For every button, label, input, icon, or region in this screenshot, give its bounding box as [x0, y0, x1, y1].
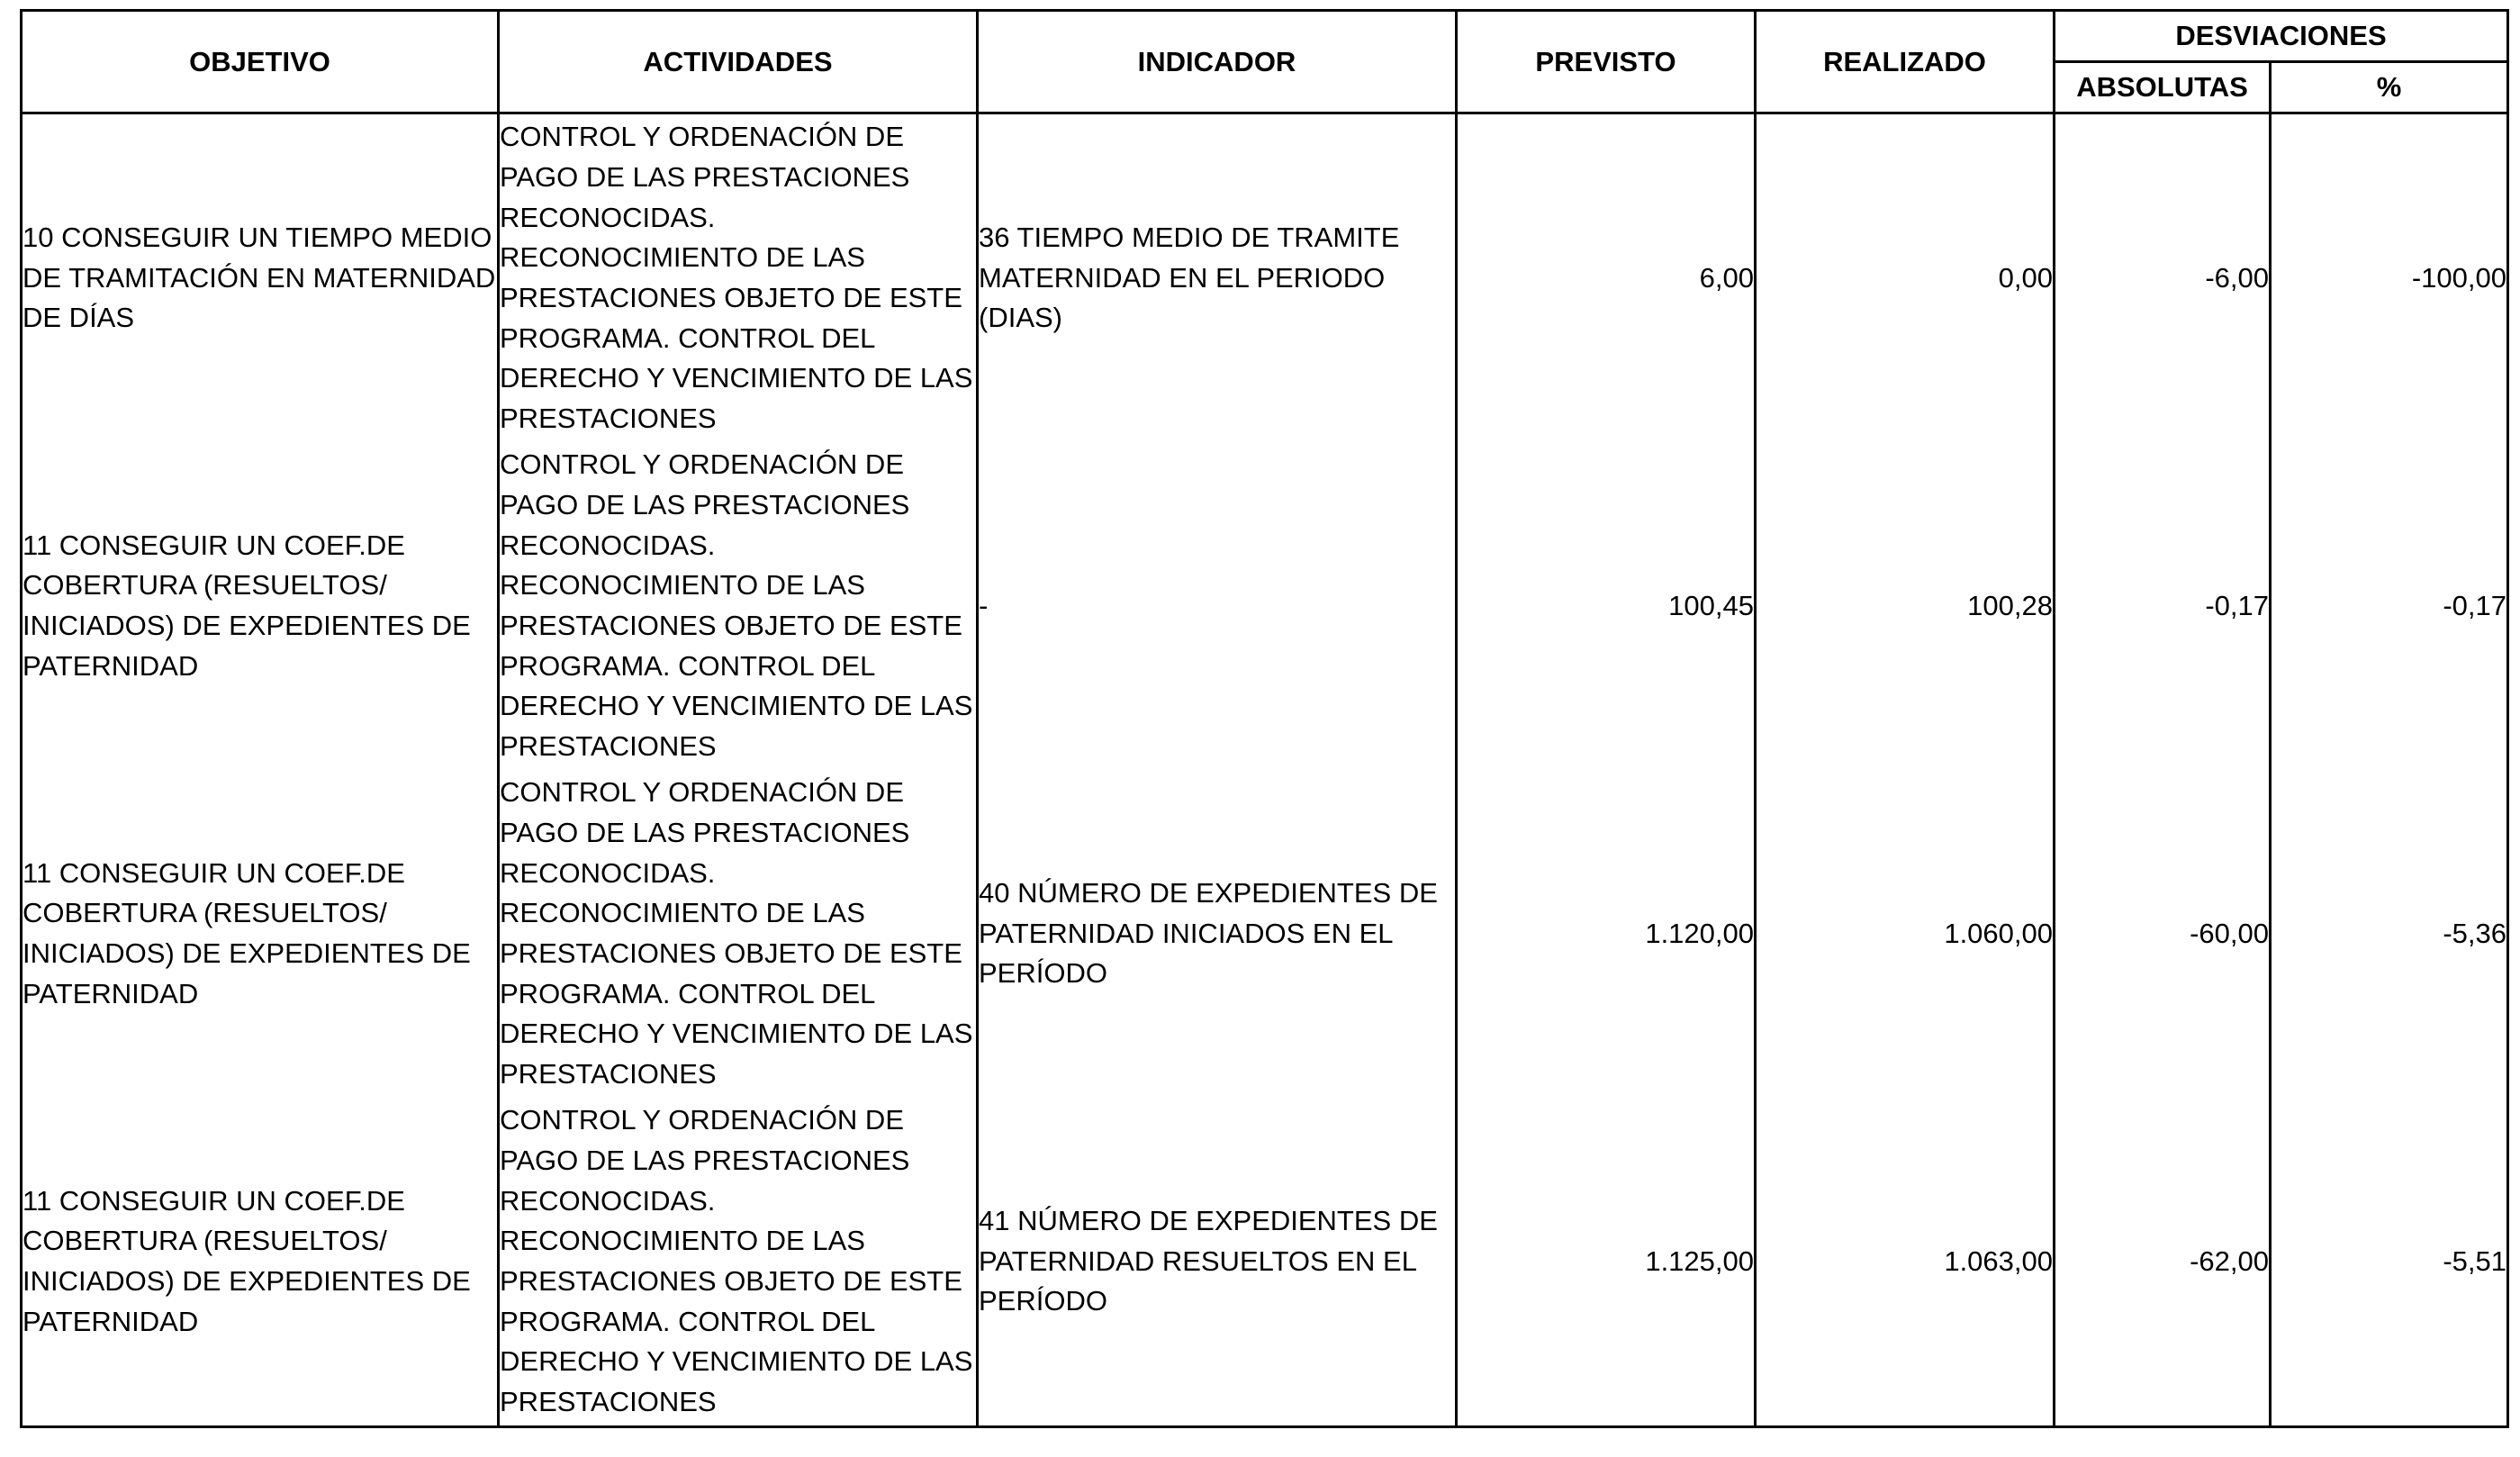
realizado-cell: 1.060,00: [1756, 770, 2055, 1098]
porcentaje-cell: -0,17: [2271, 442, 2508, 770]
absolutas-cell: -62,00: [2055, 1098, 2271, 1427]
actividades-cell: CONTROL Y ORDENACIÓN DE PAGO DE LAS PRESTACIONES RECONOCIDAS. RECONOCIMIENTO DE LAS PRESTACIONES OBJETO DE ESTE PROGRAMA. CONTROL DEL DERECHO Y VENCIMIENTO DE LAS PRESTACIONES: [499, 1098, 978, 1427]
objetivo-cell: 11 CONSEGUIR UN COEF.DE COBERTURA (RESUELTOS/ INICIADOS) DE EXPEDIENTES DE PATERNIDAD: [22, 770, 499, 1098]
header-indicador: INDICADOR: [978, 11, 1457, 113]
realizado-cell: 0,00: [1756, 113, 2055, 443]
header-porcentaje: %: [2271, 62, 2508, 113]
indicador-cell: 36 TIEMPO MEDIO DE TRAMITE MATERNIDAD EN EL PERIODO (DIAS): [978, 113, 1457, 443]
actividades-cell: CONTROL Y ORDENACIÓN DE PAGO DE LAS PRESTACIONES RECONOCIDAS. RECONOCIMIENTO DE LAS PRESTACIONES OBJETO DE ESTE PROGRAMA. CONTROL DEL DERECHO Y VENCIMIENTO DE LAS PRESTACIONES: [499, 113, 978, 443]
table-row: [22, 113, 2508, 443]
header-desviaciones: DESVIACIONES: [2055, 11, 2508, 62]
absolutas-cell: -60,00: [2055, 770, 2271, 1098]
objetivo-cell: 11 CONSEGUIR UN COEF.DE COBERTURA (RESUELTOS/ INICIADOS) DE EXPEDIENTES DE PATERNIDAD: [22, 442, 499, 770]
objetivo-cell: 11 CONSEGUIR UN COEF.DE COBERTURA (RESUELTOS/ INICIADOS) DE EXPEDIENTES DE PATERNIDAD: [22, 1098, 499, 1427]
actividades-cell: CONTROL Y ORDENACIÓN DE PAGO DE LAS PRESTACIONES RECONOCIDAS. RECONOCIMIENTO DE LAS PRESTACIONES OBJETO DE ESTE PROGRAMA. CONTROL DEL DERECHO Y VENCIMIENTO DE LAS PRESTACIONES: [499, 442, 978, 770]
previsto-cell: 1.125,00: [1457, 1098, 1756, 1427]
porcentaje-cell: -5,36: [2271, 770, 2508, 1098]
header-realizado: REALIZADO: [1756, 11, 2055, 113]
table-row: [22, 770, 2508, 1098]
header-absolutas: ABSOLUTAS: [2055, 62, 2271, 113]
porcentaje-cell: -5,51: [2271, 1098, 2508, 1427]
realizado-cell: 100,28: [1756, 442, 2055, 770]
objetivo-cell: 10 CONSEGUIR UN TIEMPO MEDIO DE TRAMITACIÓN EN MATERNIDAD DE DÍAS: [22, 113, 499, 443]
table-row: [22, 442, 2508, 770]
table-row: [22, 1098, 2508, 1427]
header-objetivo: OBJETIVO: [22, 11, 499, 113]
previsto-cell: 6,00: [1457, 113, 1756, 443]
objectives-table: [20, 9, 2509, 1428]
header-actividades: ACTIVIDADES: [499, 11, 978, 113]
actividades-cell: CONTROL Y ORDENACIÓN DE PAGO DE LAS PRESTACIONES RECONOCIDAS. RECONOCIMIENTO DE LAS PRESTACIONES OBJETO DE ESTE PROGRAMA. CONTROL DEL DERECHO Y VENCIMIENTO DE LAS PRESTACIONES: [499, 770, 978, 1098]
previsto-cell: 100,45: [1457, 442, 1756, 770]
indicador-cell: 40 NÚMERO DE EXPEDIENTES DE PATERNIDAD INICIADOS EN EL PERÍODO: [978, 770, 1457, 1098]
realizado-cell: 1.063,00: [1756, 1098, 2055, 1427]
absolutas-cell: -0,17: [2055, 442, 2271, 770]
absolutas-cell: -6,00: [2055, 113, 2271, 443]
porcentaje-cell: -100,00: [2271, 113, 2508, 443]
previsto-cell: 1.120,00: [1457, 770, 1756, 1098]
header-previsto: PREVISTO: [1457, 11, 1756, 113]
indicador-cell: 41 NÚMERO DE EXPEDIENTES DE PATERNIDAD RESUELTOS EN EL PERÍODO: [978, 1098, 1457, 1427]
indicador-cell: -: [978, 442, 1457, 770]
